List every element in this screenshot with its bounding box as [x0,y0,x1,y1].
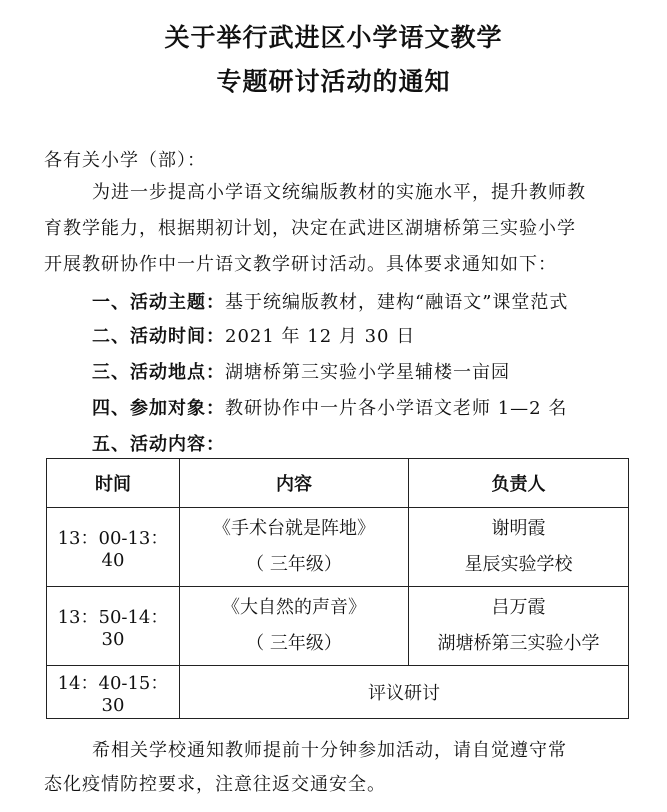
cell-time: 13：50-14：30 [47,587,180,666]
lesson-grade: （ 三年级） [246,554,342,575]
item-location [92,358,510,384]
header-person: 负责人 [409,459,629,508]
person-school: 湖塘桥第三实验小学 [437,633,600,654]
item-label: 四、参加对象： [92,398,225,419]
table-row [47,508,629,587]
item-label: 五、活动内容： [92,434,225,455]
item-label: 一、活动主题： [92,292,225,313]
intro-line-3: 开展教研协作中一片语文教学研讨活动。具体要求通知如下： [44,254,557,275]
greeting: 各有关小学（部）： [44,150,206,171]
person-name: 谢明霞 [491,518,546,539]
item-value: 湖塘桥第三实验小学星辅楼一亩园 [225,362,510,383]
item-theme [92,288,568,314]
item-time [92,322,415,348]
header-time: 时间 [47,459,180,508]
item-value: 基于统编版教材，建构“融语文”课堂范式 [225,292,569,313]
item-value: 教研协作中一片各小学语文老师 1—2 名 [225,398,568,419]
cell-person [409,587,629,666]
lesson-grade: （ 三年级） [246,633,342,654]
item-value: 2021 年 12 月 30 日 [225,326,416,347]
intro-line-2: 育教学能力，根据期初计划，决定在武进区湖塘桥第三实验小学 [44,218,576,239]
notice-title-line-1: 关于举行武进区小学语文教学 [164,23,503,52]
person-school: 星辰实验学校 [464,554,573,575]
closing-line-1: 希相关学校通知教师提前十分钟参加活动，请自觉遵守常 [92,740,567,761]
cell-content [180,587,409,666]
person-name: 吕万霞 [491,597,546,618]
table-row [47,587,629,666]
closing-line-2: 态化疫情防控要求，注意往返交通安全。 [44,774,386,795]
cell-content: 评议研讨 [180,666,629,719]
schedule-table [46,458,629,719]
table-row [47,666,629,719]
notice-title-line-2: 专题研讨活动的通知 [216,67,451,96]
table-header-row [47,459,629,508]
item-content [92,430,225,456]
item-participants [92,394,567,420]
item-label: 二、活动时间： [92,326,225,347]
header-content: 内容 [180,459,409,508]
item-label: 三、活动地点： [92,362,225,383]
intro-line-1: 为进一步提高小学语文统编版教材的实施水平，提升教师教 [92,182,586,203]
cell-person [409,508,629,587]
cell-time: 14：40-15：30 [47,666,180,719]
cell-content [180,508,409,587]
lesson-title: 《大自然的声音》 [222,597,366,618]
cell-time: 13：00-13：40 [47,508,180,587]
lesson-title: 《手术台就是阵地》 [213,518,375,539]
